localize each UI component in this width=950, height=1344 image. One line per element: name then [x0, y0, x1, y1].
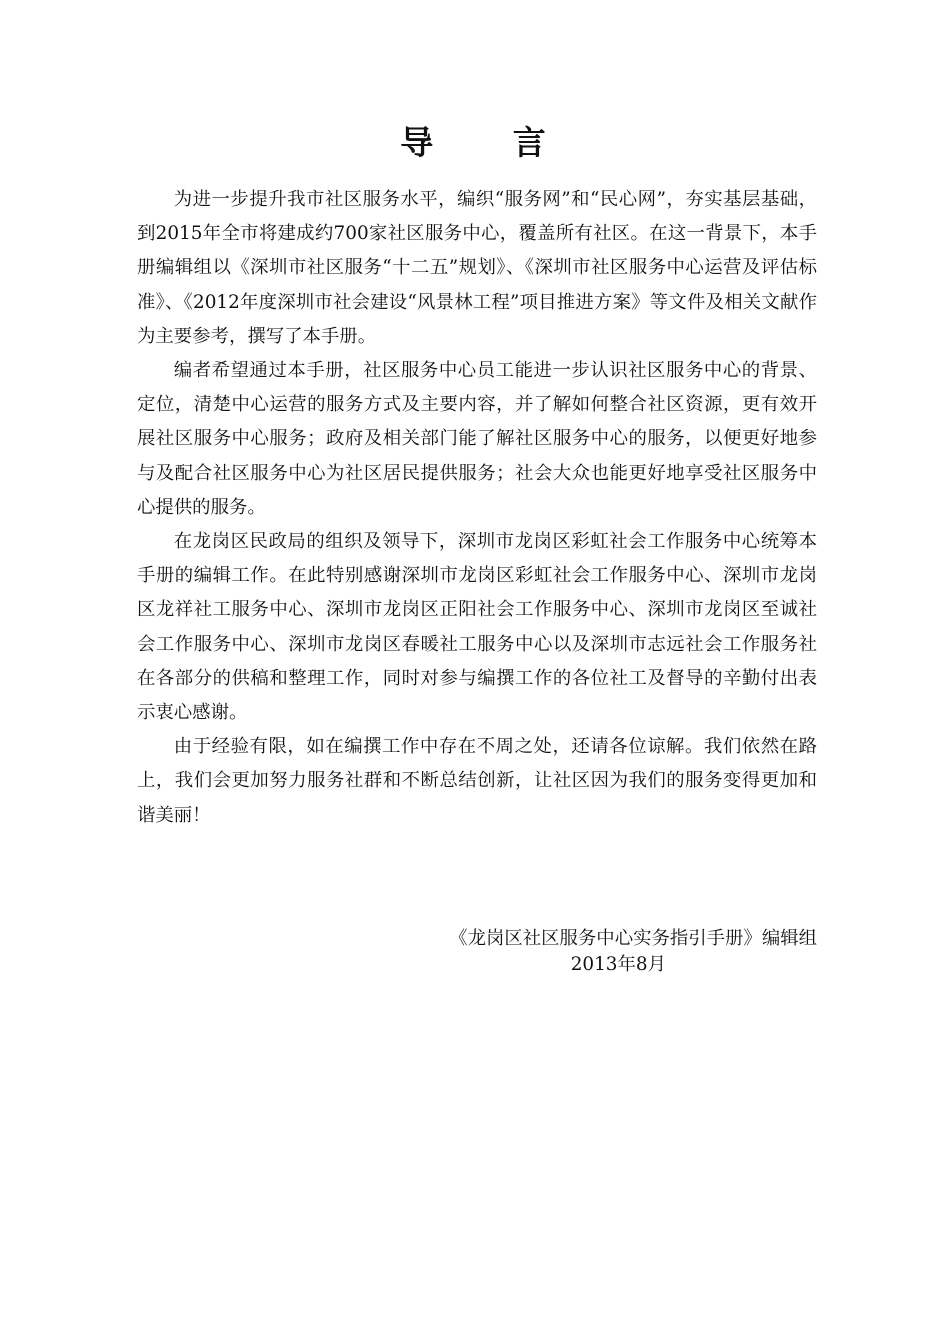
paragraph-2: 编者希望通过本手册，社区服务中心员工能进一步认识社区服务中心的背景、定位，清楚中心运营的服务方式及主要内容，并了解如何整合社区资源，更有效开展社区服务中心服务；政府及相关部门能了解社区服务中心的服务，以便更好地参与及配合社区服务中心为社区居民提供服务；社会大众也能更好地享受社区服务中心提供的服务。 [137, 360, 817, 518]
publication-date: 2013年8月 [570, 954, 666, 975]
signature-block [137, 926, 817, 978]
paragraph-3: 在龙岗区民政局的组织及领导下，深圳市龙岗区彩虹社会工作服务中心统筹本手册的编辑工作。在此特别感谢深圳市龙岗区彩虹社会工作服务中心、深圳市龙岗区龙祥社工服务中心、深圳市龙岗区正阳社会工作服务中心、深圳市龙岗区至诚社会工作服务中心、深圳市龙岗区春暖社工服务中心以及深圳市志远社会工作服务社在各部分的供稿和整理工作，同时对参与编撰工作的各位社工及督导的辛勤付出表示衷心感谢。 [137, 531, 817, 724]
page-title: 导 言 [400, 123, 580, 162]
editor-credit: 《龙岗区社区服务中心实务指引手册》编辑组 [449, 928, 817, 949]
introduction-body [137, 183, 817, 833]
paragraph-1: 为进一步提升我市社区服务水平，编织“服务网”和“民心网”，夯实基层基础，到2015年全市将建成约700家社区服务中心，覆盖所有社区。在这一背景下，本手册编辑组以《深圳市社区服务“十二五”规划》、《深圳市社区服务中心运营及评估标准》、《2012年度深圳市社会建设“风景林工程”项目推进方案》等文件及相关文献作为主要参考，撰写了本手册。 [137, 189, 817, 347]
paragraph-4: 由于经验有限，如在编撰工作中存在不周之处，还请各位谅解。我们依然在路上，我们会更加努力服务社群和不断总结创新，让社区因为我们的服务变得更加和谐美丽！ [137, 736, 817, 826]
